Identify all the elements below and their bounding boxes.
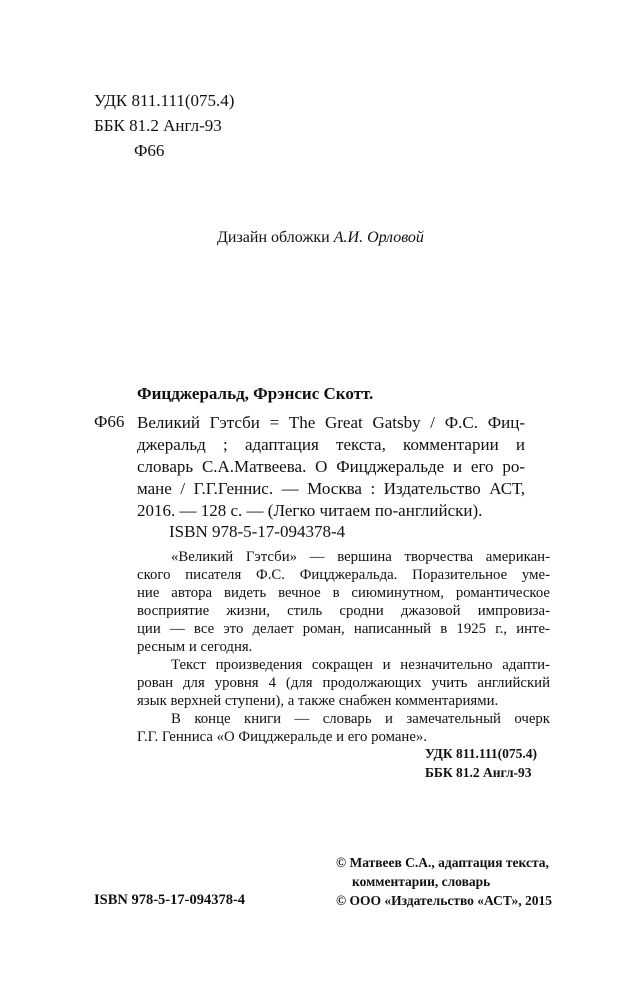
annotation-line: «Великий Гэтсби» — вершина творчества американ- (171, 549, 550, 565)
annotation-line: Текст произведения сокращен и незначительно адапти- (171, 657, 550, 673)
author-heading: Фицджеральд, Фрэнсис Скотт. (137, 384, 374, 403)
footer-isbn: ISBN 978-5-17-094378-4 (94, 892, 246, 908)
footer-classification-codes (425, 744, 537, 782)
author-mark: Ф66 (134, 141, 165, 160)
annotation-line: ции — все это делает роман, написанный в 1925 г., инте- (137, 621, 550, 637)
annotation-line: рован для уровня 4 (для продолжающих учить английский (137, 675, 550, 691)
annotation-line: язык верхней ступени), а также снабжен комментариями. (137, 693, 499, 709)
record-author-mark: Ф66 (94, 412, 125, 431)
description-line: словарь С.А.Матвеева. О Фицджеральде и его ро- (137, 457, 525, 476)
annotation-line: Г.Г. Генниса «О Фицджеральде и его романе». (137, 729, 428, 745)
annotation-line: ние автора видеть вечное в сиюминутном, романтическое (137, 585, 550, 601)
annotation-line: В конце книги — словарь и замечательный очерк (171, 711, 550, 727)
bibliographic-description (137, 412, 525, 522)
record-isbn: ISBN 978-5-17-094378-4 (169, 522, 346, 541)
description-line: 2016. — 128 с. — (Легко читаем по-английски). (137, 501, 483, 520)
copyright-line: © Матвеев С.А., адаптация текста, (336, 855, 549, 870)
udk-code: УДК 811.111(075.4) (94, 91, 235, 110)
bbk-code: ББК 81.2 Англ-93 (94, 116, 222, 135)
description-line: джеральд ; адаптация текста, комментарии и (137, 435, 525, 454)
annotation-line: ресным и сегодня. (137, 639, 253, 655)
classification-codes (94, 88, 234, 163)
cover-designer-name: А.И. Орловой (333, 229, 424, 246)
description-line: мане / Г.Г.Геннис. — Москва : Издательство АСТ, (137, 479, 525, 498)
cover-design-credit (217, 229, 424, 247)
annotation (137, 548, 550, 746)
cover-design-label: Дизайн обложки (217, 229, 334, 246)
footer-udk-code: УДК 811.111(075.4) (425, 746, 538, 761)
annotation-line: ского писателя Ф.С. Фицджеральда. Поразительное уме- (137, 567, 550, 583)
description-line: Великий Гэтсби = The Great Gatsby / Ф.С. Фиц- (137, 413, 525, 432)
footer-bbk-code: ББК 81.2 Англ-93 (425, 765, 532, 780)
annotation-line: восприятие жизни, стиль сродни джазовой импровиза- (137, 603, 550, 619)
copyright-line: комментарии, словарь (352, 874, 491, 889)
copyright-block (336, 853, 552, 910)
copyright-line: © ООО «Издательство «АСТ», 2015 (336, 893, 553, 908)
